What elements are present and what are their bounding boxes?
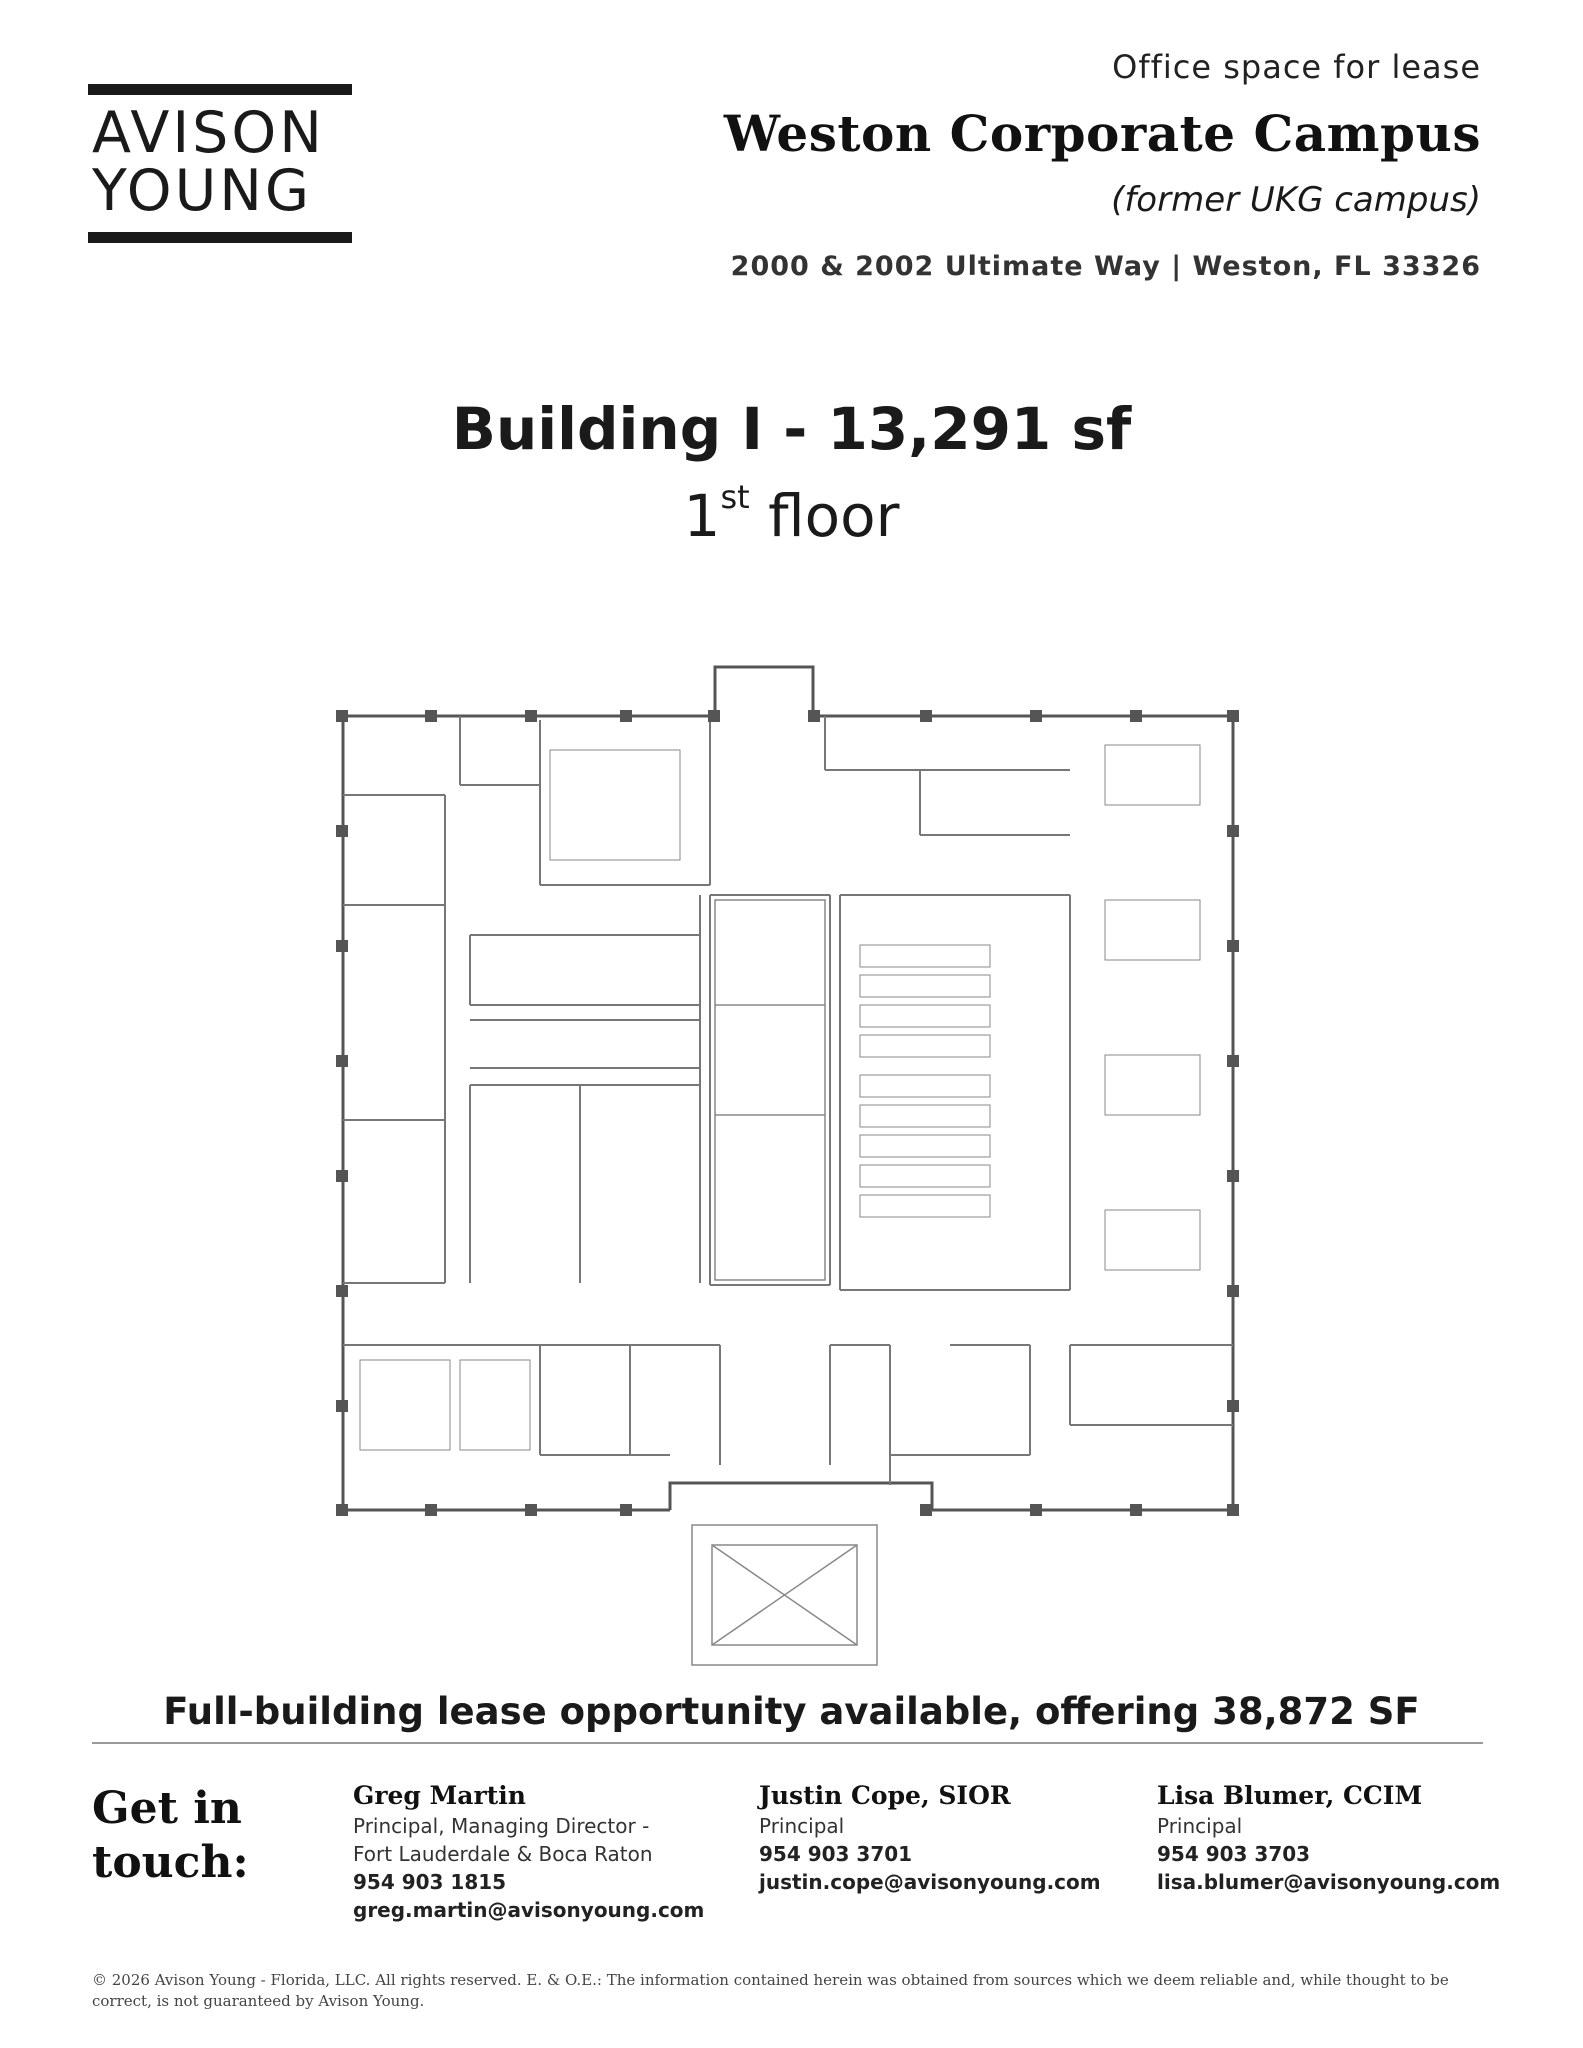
- structural-columns: [336, 710, 1239, 1516]
- floor-number: 1: [683, 482, 721, 550]
- interior-walls: [343, 716, 1233, 1485]
- logo-line-1: AVISON: [92, 100, 325, 166]
- contact-phone[interactable]: 954 903 3701: [759, 1842, 913, 1866]
- listing-kicker: Office space for lease: [1112, 48, 1481, 86]
- entrance-canopy: [692, 1525, 877, 1665]
- contact-name: Justin Cope, SIOR: [759, 1781, 1011, 1810]
- contact-heading-line-1: Get in: [92, 1783, 242, 1834]
- floor-word: floor: [768, 482, 900, 550]
- property-address: 2000 & 2002 Ultimate Way | Weston, FL 33326: [730, 251, 1481, 282]
- logo-top-bar: [88, 84, 352, 95]
- contact-phone[interactable]: 954 903 3703: [1157, 1842, 1311, 1866]
- contact-email[interactable]: justin.cope@avisonyoung.com: [759, 1870, 1101, 1894]
- contact-email[interactable]: lisa.blumer@avisonyoung.com: [1157, 1870, 1501, 1894]
- contact-heading-line-2: touch:: [92, 1837, 249, 1888]
- floor-suffix: st: [720, 478, 750, 516]
- lease-banner: Full-building lease opportunity available, offering 38,872 SF: [163, 1690, 1420, 1733]
- divider-rule: [92, 1742, 1483, 1744]
- logo-wordmark: [92, 100, 352, 224]
- contact-email[interactable]: greg.martin@avisonyoung.com: [353, 1898, 705, 1922]
- contact-card-lisa-blumer: [1157, 1780, 1500, 1896]
- contact-title: Principal: [759, 1814, 845, 1838]
- legal-disclaimer: © 2026 Avison Young - Florida, LLC. All rights reserved. E. & O.E.: The information contained herein was obtained from sources which we deem reliable and, while thought to be correct, is not guaranteed by Avison Young.: [92, 1971, 1449, 2010]
- property-subtitle: (former UKG campus): [1111, 180, 1481, 220]
- contact-name: Lisa Blumer, CCIM: [1157, 1781, 1423, 1810]
- contact-card-greg-martin: [353, 1780, 704, 1924]
- contact-title-2: Fort Lauderdale & Boca Raton: [353, 1842, 653, 1866]
- contact-heading: [92, 1782, 249, 1890]
- logo-line-2: YOUNG: [92, 158, 313, 224]
- contact-phone[interactable]: 954 903 1815: [353, 1870, 507, 1894]
- exterior-walls: [343, 667, 1233, 1510]
- building-title: Building I - 13,291 sf: [451, 395, 1132, 463]
- floor-plan: [330, 655, 1250, 1670]
- floor-label: [0, 478, 1583, 550]
- contact-name: Greg Martin: [353, 1781, 526, 1810]
- property-title: Weston Corporate Campus: [723, 104, 1481, 163]
- atrium-center: [715, 900, 825, 1280]
- contact-title: Principal: [1157, 1814, 1243, 1838]
- logo-bottom-bar: [88, 232, 352, 243]
- contact-title: Principal, Managing Director -: [353, 1814, 650, 1838]
- contact-card-justin-cope: [759, 1780, 1101, 1896]
